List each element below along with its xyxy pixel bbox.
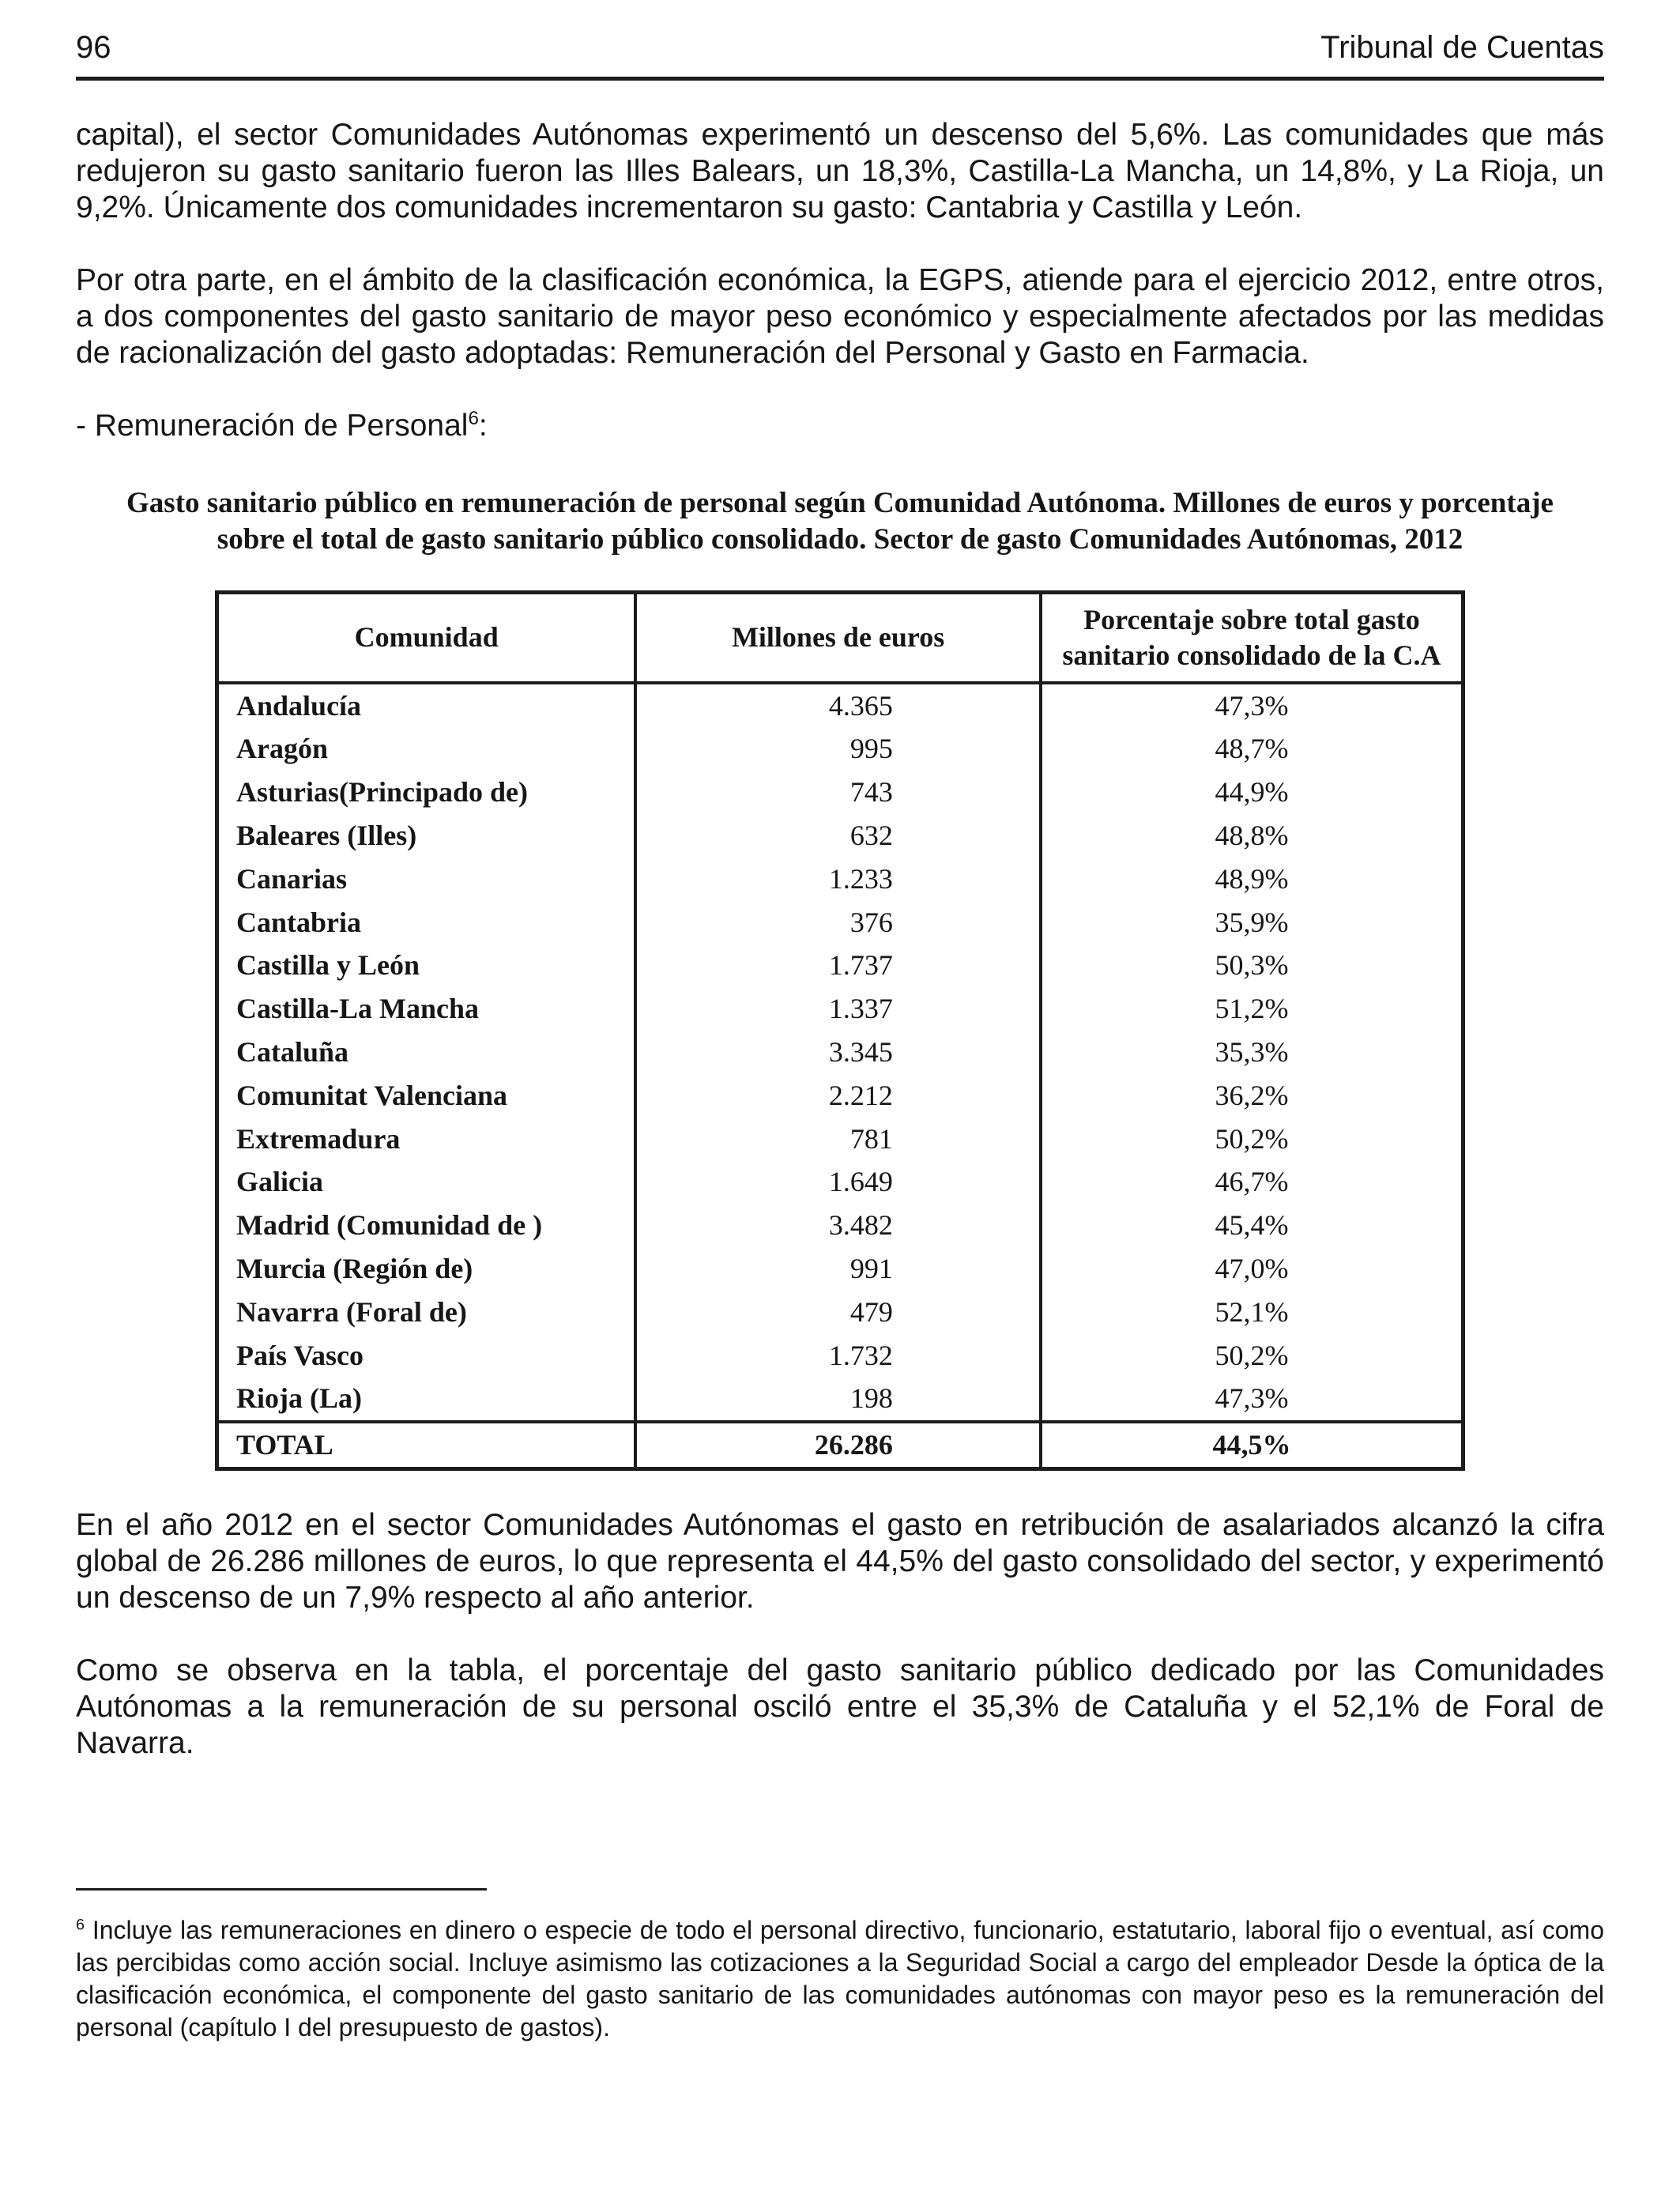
table-row [217, 1291, 1463, 1334]
cell-porcentaje: 48,8% [1041, 814, 1463, 858]
cell-millones: 376 [635, 901, 1041, 944]
paragraph-5: Como se observa en la tabla, el porcentaje del gasto sanitario público dedicado por las Comunidades Autónomas a la remuneración de su personal osciló entre el 35,3% de Cataluña y el 52,1% de Foral de Navarra. [76, 1653, 1604, 1761]
table-row [217, 1160, 1463, 1204]
cell-comunidad: Castilla-La Mancha [236, 993, 480, 1025]
cell-comunidad: Cataluña [236, 1035, 349, 1068]
table-row [217, 1204, 1463, 1247]
table-row [217, 1334, 1463, 1378]
cell-porcentaje: 51,2% [1041, 987, 1463, 1031]
cell-comunidad: Cantabria [236, 906, 362, 938]
table-row [217, 901, 1463, 944]
cell-porcentaje: 47,0% [1041, 1247, 1463, 1291]
table-row [217, 727, 1463, 771]
cell-porcentaje: 52,1% [1041, 1291, 1463, 1334]
cell-porcentaje: 35,3% [1041, 1031, 1463, 1074]
cell-millones: 1.233 [635, 858, 1041, 901]
table-row [217, 1247, 1463, 1291]
footnote-separator [76, 1888, 487, 1891]
cell-millones: 4.365 [635, 683, 1041, 728]
cell-millones: 479 [635, 1291, 1041, 1334]
cell-comunidad: Aragón [236, 733, 328, 765]
table-row [217, 814, 1463, 858]
footnote [76, 1914, 1604, 2044]
cell-millones: 781 [635, 1118, 1041, 1161]
cell-porcentaje: 47,3% [1041, 1377, 1463, 1422]
cell-porcentaje: 47,3% [1041, 683, 1463, 728]
table-row [217, 1118, 1463, 1161]
cell-comunidad: Asturias(Principado de) [236, 776, 528, 809]
table-row [217, 858, 1463, 901]
cell-porcentaje: 50,3% [1041, 944, 1463, 987]
footnote-area [76, 1888, 1604, 2044]
total-porcentaje: 44,5% [1041, 1422, 1463, 1468]
total-millones: 26.286 [635, 1422, 1041, 1468]
cell-comunidad: Comunitat Valenciana [236, 1079, 508, 1111]
cell-millones: 991 [635, 1247, 1041, 1291]
cell-millones: 3.482 [635, 1204, 1041, 1247]
table-header-row [217, 592, 1463, 683]
footnote-reference: 6 [468, 408, 479, 430]
cell-millones: 995 [635, 727, 1041, 771]
table-row [217, 1074, 1463, 1118]
paragraph-1: capital), el sector Comunidades Autónomas experimentó un descenso del 5,6%. Las comunidades que más redujeron su gasto sanitario fueron las Illes Balears, un 18,3%, Castilla-La Mancha, un 14,8%, y La Rioja, un 9,2%. Únicamente dos comunidades incrementaron su gasto: Cantabria y Castilla y León. [76, 118, 1604, 225]
table-row [217, 1377, 1463, 1422]
cell-porcentaje: 36,2% [1041, 1074, 1463, 1118]
cell-porcentaje: 44,9% [1041, 771, 1463, 814]
cell-millones: 1.649 [635, 1160, 1041, 1204]
table-row [217, 987, 1463, 1031]
cell-porcentaje: 35,9% [1041, 901, 1463, 944]
data-table [215, 590, 1465, 1471]
footnote-body: Incluye las remuneraciones en dinero o especie de todo el personal directivo, funcionario, estatutario, laboral fijo o eventual, así como las percibidas como acción social. Incluye asimismo las cotizaciones a la Seguridad Social a cargo del empleador Desde la óptica de la clasificación económica, el componente del gasto sanitario de las comunidades autónomas con mayor peso es la remuneración del personal (capítulo I del presupuesto de gastos). [76, 1916, 1605, 2041]
table-row [217, 683, 1463, 728]
table-total-row [217, 1422, 1463, 1468]
cell-comunidad: Baleares (Illes) [236, 820, 417, 851]
table-title: Gasto sanitario público en remuneración de personal según Comunidad Autónoma. Millones de euros y porcentaje sobre el total de gasto sanitario público consolidado. Sector de gasto Comunidades Autónomas, 2012 [126, 487, 1554, 556]
paragraph-2: Por otra parte, en el ámbito de la clasificación económica, la EGPS, atiende para el ejercicio 2012, entre otros, a dos componentes del gasto sanitario de mayor peso económico y especialmente afectados por las medidas de racionalización del gasto adoptadas: Remuneración del Personal y Gasto en Farmacia. [76, 263, 1604, 371]
cell-millones: 198 [635, 1377, 1041, 1422]
cell-porcentaje: 50,2% [1041, 1334, 1463, 1378]
total-label: TOTAL [217, 1422, 636, 1468]
cell-porcentaje: 48,9% [1041, 858, 1463, 901]
table-body [217, 683, 1463, 1423]
paragraph-3 [76, 408, 1604, 444]
footnote-number: 6 [76, 1916, 85, 1934]
cell-comunidad: Murcia (Región de) [236, 1252, 473, 1284]
cell-comunidad: Canarias [236, 862, 348, 895]
column-header-comunidad: Comunidad [217, 592, 636, 683]
cell-millones: 1.732 [635, 1334, 1041, 1378]
table-row [217, 771, 1463, 814]
page-header [76, 30, 1604, 81]
header-title: Tribunal de Cuentas [1320, 30, 1604, 65]
paragraph-4: En el año 2012 en el sector Comunidades Autónomas el gasto en retribución de asalariados alcanzó la cifra global de 26.286 millones de euros, lo que representa el 44,5% del gasto consolidado del sector, y experimentó un descenso de un 7,9% respecto al año anterior. [76, 1507, 1604, 1615]
paragraph-3-colon: : [478, 409, 488, 443]
cell-millones: 743 [635, 771, 1041, 814]
table-row [217, 944, 1463, 987]
cell-millones: 1.337 [635, 987, 1041, 1031]
cell-millones: 632 [635, 814, 1041, 858]
cell-comunidad: Madrid (Comunidad de ) [236, 1209, 543, 1242]
cell-comunidad: País Vasco [236, 1339, 364, 1371]
cell-porcentaje: 46,7% [1041, 1160, 1463, 1204]
column-header-porcentaje: Porcentaje sobre total gasto sanitario consolidado de la C.A [1041, 592, 1463, 683]
cell-comunidad: Rioja (La) [236, 1382, 362, 1415]
cell-porcentaje: 48,7% [1041, 727, 1463, 771]
cell-comunidad: Extremadura [236, 1122, 401, 1155]
paragraph-3-text: - Remuneración de Personal [76, 409, 469, 443]
cell-porcentaje: 50,2% [1041, 1118, 1463, 1161]
cell-comunidad: Castilla y León [236, 949, 420, 982]
cell-millones: 3.345 [635, 1031, 1041, 1074]
column-header-millones: Millones de euros [635, 592, 1041, 683]
cell-comunidad: Navarra (Foral de) [236, 1295, 467, 1328]
page-number: 96 [76, 30, 111, 65]
cell-millones: 2.212 [635, 1074, 1041, 1118]
cell-comunidad: Galicia [236, 1166, 323, 1198]
cell-comunidad: Andalucía [236, 689, 362, 722]
table-row [217, 1031, 1463, 1074]
cell-porcentaje: 45,4% [1041, 1204, 1463, 1247]
cell-millones: 1.737 [635, 944, 1041, 987]
